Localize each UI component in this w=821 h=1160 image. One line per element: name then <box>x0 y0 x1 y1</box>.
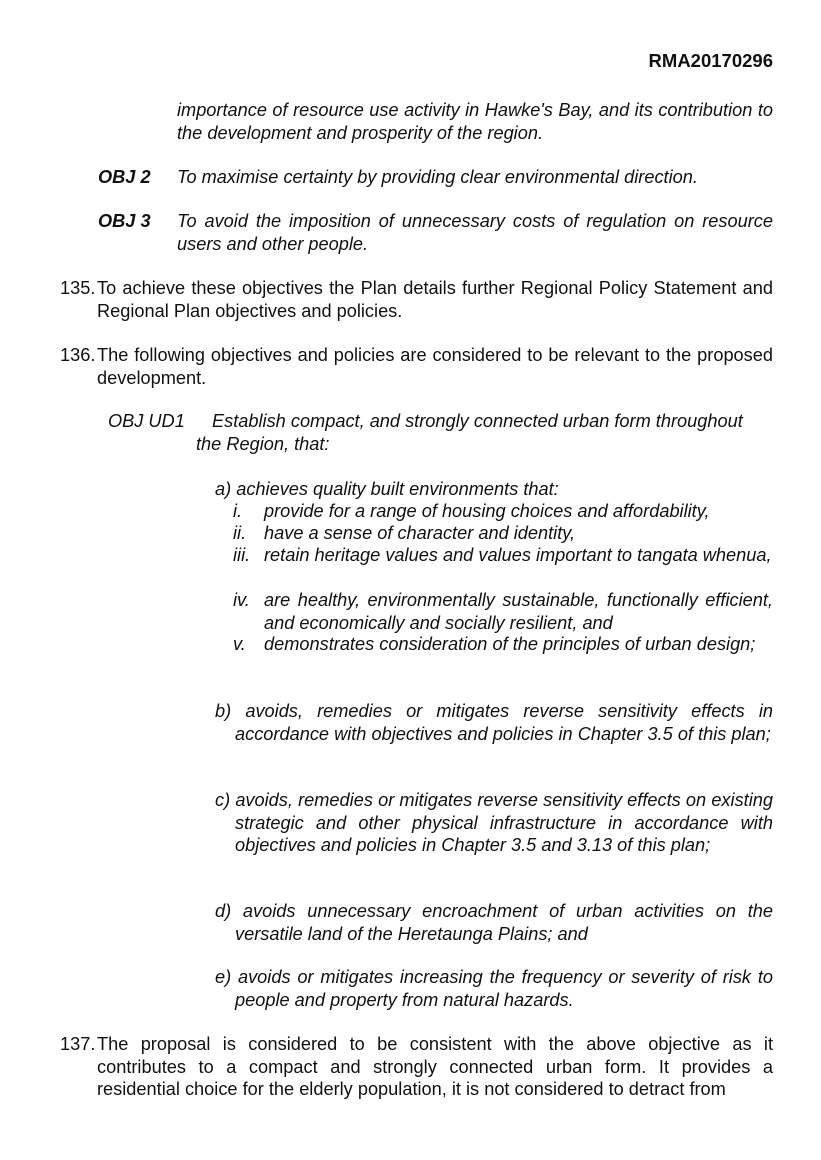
subitem-number: i. <box>233 501 243 521</box>
subitem-number: iii. <box>233 545 251 565</box>
paragraph-number: 136. <box>60 345 96 365</box>
subitem-number: ii. <box>233 523 247 543</box>
objective-label: OBJ 3 <box>98 211 151 231</box>
clause-e: e) avoids or mitigates increasing the frequency or severity of risk to people and property from natural hazards. <box>215 967 773 1010</box>
paragraph-number: 137. <box>60 1034 96 1054</box>
objective-ud1-text: Establish compact, and strongly connected urban form throughout the Region, that: <box>196 411 743 454</box>
paragraph-text: To achieve these objectives the Plan details further Regional Policy Statement and Regional Plan objectives and policies. <box>97 278 773 321</box>
subitem-ii <box>233 522 773 545</box>
subitem-text: are healthy, environmentally sustainable, functionally efficient, and economically and socially resilient, and <box>264 590 773 633</box>
objective-text: To avoid the imposition of unnecessary costs of regulation on resource users and other people. <box>177 211 773 254</box>
paragraph-text: The proposal is considered to be consistent with the above objective as it contributes to a compact and strongly connected urban form. It provides a residential choice for the elderly population, it is not considered to detract from <box>97 1034 773 1099</box>
paragraph-text: The following objectives and policies are considered to be relevant to the proposed development. <box>97 345 773 388</box>
paragraph-137 <box>60 1033 773 1101</box>
clause-b: b) avoids, remedies or mitigates reverse sensitivity effects in accordance with objectives and policies in Chapter 3.5 of this plan; <box>215 701 773 744</box>
subitem-number: v. <box>233 634 246 654</box>
paragraph-136 <box>60 344 773 389</box>
clause-c: c) avoids, remedies or mitigates reverse sensitivity effects on existing strategic and other physical infrastructure in accordance with objectives and policies in Chapter 3.5 and 3.13 of this plan; <box>215 790 773 855</box>
objective-ud1-label: OBJ UD1 <box>108 411 185 431</box>
clause-d: d) avoids unnecessary encroachment of urban activities on the versatile land of the Heretaunga Plains; and <box>215 901 773 944</box>
subitem-iii <box>233 544 773 567</box>
objective-obj3 <box>98 210 773 255</box>
paragraph-135 <box>60 277 773 322</box>
subitem-text: demonstrates consideration of the principles of urban design; <box>264 634 756 654</box>
subitem-iv <box>233 589 773 634</box>
continuation-text: importance of resource use activity in Hawke's Bay, and its contribution to the development and prosperity of the region. <box>177 100 773 143</box>
clause-a: a) achieves quality built environments that: <box>215 479 559 499</box>
subitem-text: have a sense of character and identity, <box>264 523 576 543</box>
subitem-text: retain heritage values and values important to tangata whenua, <box>264 545 772 565</box>
objective-label: OBJ 2 <box>98 167 151 187</box>
subitem-v <box>233 633 773 656</box>
objective-text: To maximise certainty by providing clear environmental direction. <box>177 167 698 187</box>
document-reference: RMA20170296 <box>648 50 773 71</box>
paragraph-number: 135. <box>60 278 96 298</box>
subitem-i <box>233 500 773 523</box>
subitem-number: iv. <box>233 590 250 610</box>
subitem-text: provide for a range of housing choices and affordability, <box>264 501 710 521</box>
objective-obj2 <box>98 166 773 189</box>
